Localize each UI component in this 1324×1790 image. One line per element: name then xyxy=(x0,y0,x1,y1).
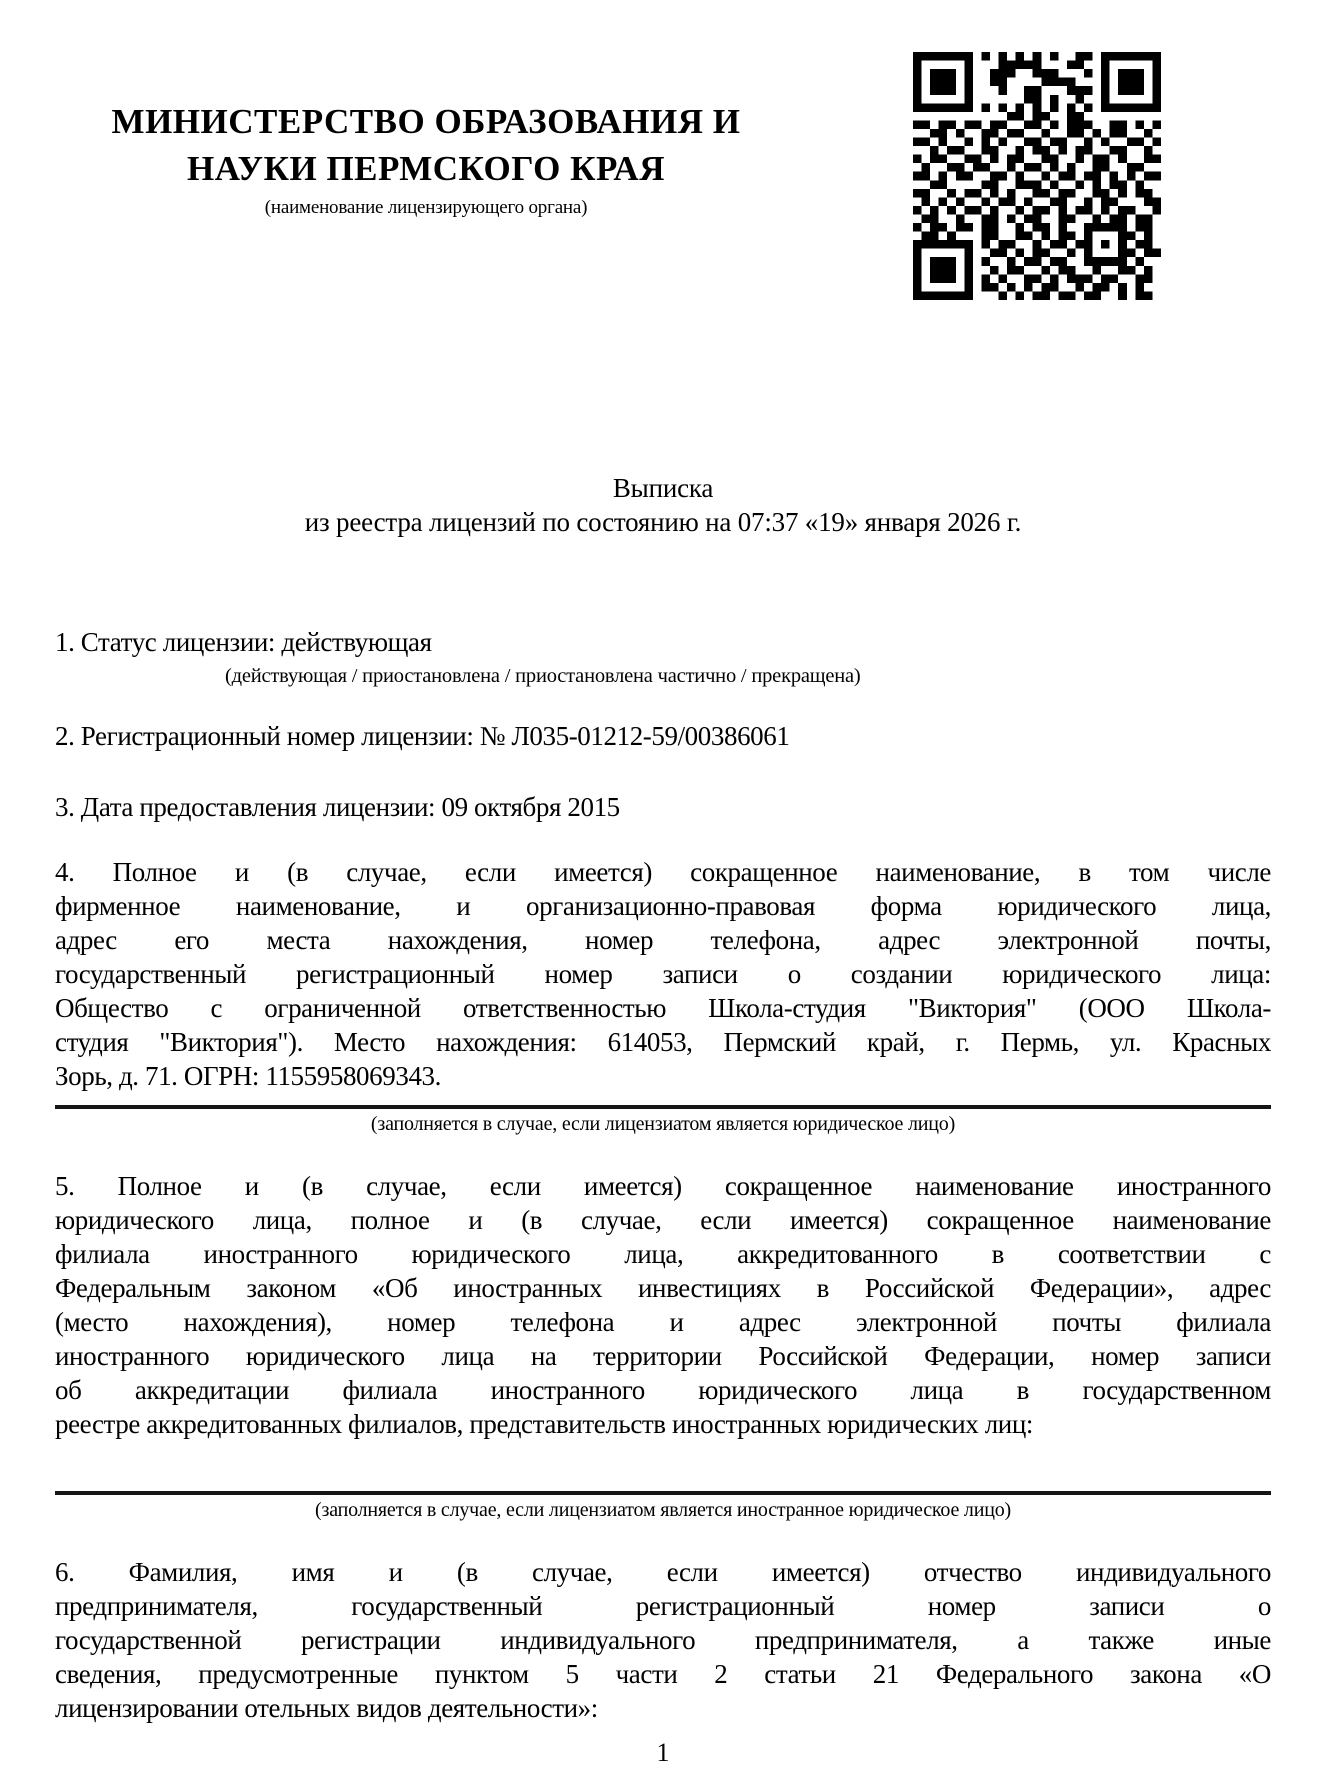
paragraph-line: студия "Виктория"). Место нахождения: 614053, Пермский край, г. Пермь, ул. Красных xyxy=(55,1027,1271,1057)
licensing-authority-block xyxy=(55,98,797,219)
license-status-caption: (действующая / приостановлена / приостановлена частично / прекращена) xyxy=(225,665,861,687)
paragraph-line: реестре аккредитованных филиалов, представительств иностранных юридических лиц: xyxy=(55,1409,1033,1439)
authority-name-line2: НАУКИ ПЕРМСКОГО КРАЯ xyxy=(187,149,665,188)
paragraph-line: 5. Полное и (в случае, если имеется) сокращенное наименование иностранного xyxy=(55,1171,1271,1201)
license-grant-date-line: 3. Дата предоставления лицензии: 09 октября 2015 xyxy=(55,792,620,822)
paragraph-line: государственный регистрационный номер записи о создании юридического лица: xyxy=(55,959,1271,989)
document-title-line2: из реестра лицензий по состоянию на 07:37 «19» января 2026 г. xyxy=(304,507,1022,537)
paragraph-line: (место нахождения), номер телефона и адрес электронной почты филиала xyxy=(55,1307,1271,1337)
paragraph-line: государственной регистрации индивидуального предпринимателя, а также иные xyxy=(55,1625,1271,1655)
paragraph-line: иностранного юридического лица на территории Российской Федерации, номер записи xyxy=(55,1341,1271,1371)
paragraph-line: Зорь, д. 71. ОГРН: 1155958069343. xyxy=(55,1061,441,1091)
paragraph-line: юридического лица, полное и (в случае, если имеется) сокращенное наименование xyxy=(55,1205,1271,1235)
paragraph-line: фирменное наименование, и организационно-правовая форма юридического лица, xyxy=(55,891,1271,921)
authority-name-line1: МИНИСТЕРСТВО ОБРАЗОВАНИЯ И xyxy=(111,102,741,141)
paragraph-line: филиала иностранного юридического лица, аккредитованного в соответствии с xyxy=(55,1239,1271,1269)
paragraph-line: лицензировании отельных видов деятельности»: xyxy=(55,1693,598,1723)
document-title xyxy=(55,471,1271,539)
paragraph-line: 4. Полное и (в случае, если имеется) сокращенное наименование, в том числе xyxy=(55,857,1271,887)
license-status-line: 1. Статус лицензии: действующая xyxy=(55,627,432,657)
paragraph-line: 6. Фамилия, имя и (в случае, если имеется) отчество индивидуального xyxy=(55,1557,1271,1587)
field-rule-foreign-entity xyxy=(55,1491,1271,1495)
individual-entrepreneur-paragraph xyxy=(55,1555,1271,1725)
paragraph-line: предпринимателя, государственный регистрационный номер записи о xyxy=(55,1591,1271,1621)
paragraph-line: Федеральным законом «Об иностранных инвестициях в Российской Федерации», адрес xyxy=(55,1273,1271,1303)
document-title-line1: Выписка xyxy=(612,473,714,503)
paragraph-line: сведения, предусмотренные пунктом 5 части 2 статьи 21 Федерального закона «О xyxy=(55,1659,1271,1689)
paragraph-line: адрес его места нахождения, номер телефона, адрес электронной почты, xyxy=(55,925,1271,955)
authority-caption: (наименование лицензирующего органа) xyxy=(264,197,588,218)
foreign-entity-paragraph xyxy=(55,1169,1271,1441)
legal-entity-paragraph xyxy=(55,855,1271,1093)
paragraph-line: Общество с ограниченной ответственностью Школа-студия "Виктория" (ООО Школа- xyxy=(55,993,1271,1023)
registration-number-line: 2. Регистрационный номер лицензии: № Л035-01212-59/00386061 xyxy=(55,721,790,751)
foreign-entity-field-caption: (заполняется в случае, если лицензиатом является иностранное юридическое лицо) xyxy=(315,1499,1011,1521)
field-rule-legal-entity xyxy=(55,1105,1271,1109)
legal-entity-field-caption: (заполняется в случае, если лицензиатом является юридическое лицо) xyxy=(370,1113,956,1135)
page-content xyxy=(55,0,1271,1725)
paragraph-line: об аккредитации филиала иностранного юридического лица в государственном xyxy=(55,1375,1271,1405)
page-number: 1 xyxy=(656,1738,670,1767)
